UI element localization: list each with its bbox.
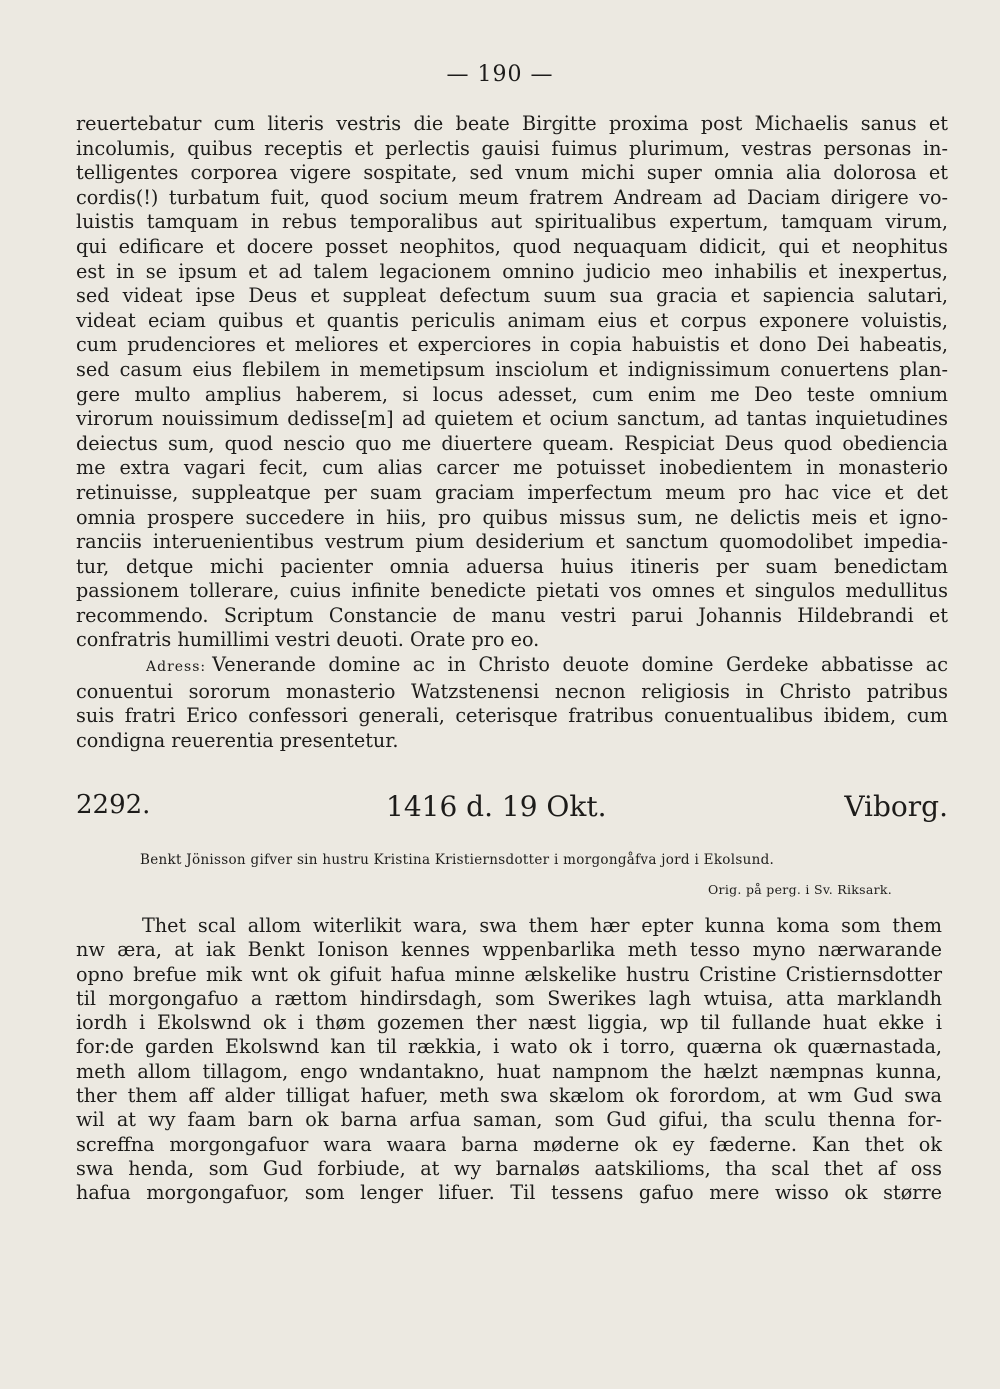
- charter-line: meth allom tillagom, engo wndantakno, huat nampnom the hælzt næmpnas kunna,: [76, 1059, 942, 1083]
- letter-line: reuertebatur cum literis vestris die beate Birgitte proxima post Michaelis sanus et: [76, 112, 948, 135]
- letter-line: tur, detque michi pacienter omnia aduersa huius itineris per suam benedictam: [76, 554, 948, 578]
- charter-line: swa henda, som Gud forbiude, at wy barnaløs aatskilioms, tha scal thet af oss: [76, 1156, 942, 1180]
- document-place: Viborg.: [844, 790, 948, 823]
- document-source: Orig. på perg. i Sv. Riksark.: [708, 882, 893, 897]
- page-number: — 190 —: [446, 62, 554, 87]
- letter-line: incolumis, quibus receptis et perlectis gauisi fuimus plurimum, vestras personas in-: [76, 136, 948, 160]
- letter-line: virorum nouissimum dedisse[m] ad quietem et ocium sanctum, ad tantas inquietudines: [76, 407, 948, 431]
- adress-text: Venerande domine ac in Christo deuote domine Gerdeke abbatisse ac: [212, 653, 948, 677]
- letter-text: [76, 112, 948, 753]
- charter-line: for:de garden Ekolswnd kan til rækkia, i wato ok i torro, quærna ok quærnastada,: [76, 1035, 942, 1059]
- letter-line: me extra vagari fecit, cum alias carcer me potuisset inobedientem in monasterio: [76, 456, 948, 480]
- adress-line: suis fratri Erico confessori generali, ceterisque fratribus conuentualibus ibidem, cum: [76, 704, 948, 728]
- letter-line: omnia prospere succedere in hiis, pro quibus missus sum, ne delictis meis et igno-: [76, 505, 948, 529]
- document-heading: [76, 790, 948, 834]
- charter-line: nw æra, at iak Benkt Ionison kennes wppenbarlika meth tesso myno nærwarande: [76, 938, 942, 962]
- document-number: 2292.: [76, 790, 151, 820]
- charter-line: iordh i Ekolswnd ok i thøm gozemen ther næst liggia, wp til fullande huat ekke i: [76, 1011, 942, 1035]
- adress-first-line: [76, 653, 948, 680]
- letter-line: passionem tollerare, cuius infinite benedicte pietati vos omnes et singulos medullitus: [76, 579, 948, 603]
- letter-line: est in se ipsum et ad talem legacionem omnino judicio meo inhabilis et inexpertus,: [76, 259, 948, 283]
- letter-line: videat eciam quibus et quantis periculis animam eius et corpus exponere voluistis,: [76, 308, 948, 332]
- letter-line: cum prudenciores et meliores et experciores in copia habuistis et dono Dei habeatis,: [76, 333, 948, 357]
- letter-line: sed casum eius flebilem in memetipsum insciolum et indignissimum conuertens plan-: [76, 357, 948, 381]
- letter-line: ranciis interuenientibus vestrum pium desiderium et sanctum quomodolibet impedia-: [76, 530, 948, 554]
- letter-line: retinuisse, suppleatque per suam graciam imperfectum meum pro hac vice et det: [76, 480, 948, 504]
- charter-line: screffna morgongafuor wara waara barna møderne ok ey fæderne. Kan thet ok: [76, 1132, 942, 1156]
- letter-line: telligentes corporea vigere sospitate, sed vnum michi super omnia alia dolorosa et: [76, 161, 948, 185]
- charter-line: ther them aff alder tilligat hafuer, meth swa skælom ok forordom, at wm Gud swa: [76, 1084, 942, 1108]
- adress-line: condigna reuerentia presentetur.: [76, 728, 399, 752]
- letter-line: gere multo amplius haberem, si locus adesset, cum enim me Deo teste omnium: [76, 382, 948, 406]
- charter-line: hafua morgongafuor, som lenger lifuer. Til tessens gafuo mere wisso ok større: [76, 1181, 942, 1205]
- letter-line: cordis(!) turbatum fuit, quod socium meum fratrem Andream ad Daciam dirigere vo-: [76, 185, 948, 209]
- charter-line: til morgongafuo a rættom hindirsdagh, som Swerikes lagh wtuisa, atta marklandh: [76, 986, 942, 1010]
- letter-line: qui edificare et docere posset neophitos, quod nequaquam didicit, qui et neophitus: [76, 234, 948, 258]
- adress-line: conuentui sororum monasterio Watzstenensi necnon religiosis in Christo patribus: [76, 679, 948, 703]
- letter-line: confratris humillimi vestri deuoti. Orate pro eo.: [76, 628, 540, 652]
- letter-line: sed videat ipse Deus et suppleat defectum suum sua gracia et sapiencia salutari,: [76, 284, 948, 308]
- charter-text: [76, 914, 942, 1206]
- charter-line: opno brefue mik wnt ok gifuit hafua minne ælskelike hustru Cristine Cristiernsdotter: [76, 962, 942, 986]
- letter-line: recommendo. Scriptum Constancie de manu vestri parui Johannis Hildebrandi et: [76, 603, 948, 627]
- charter-line: wil at wy faam barn ok barna arfua saman, som Gud gifui, tha sculu thenna for-: [76, 1108, 942, 1132]
- document-date: 1416 d. 19 Okt.: [386, 790, 607, 823]
- document-regest: Benkt Jönisson gifver sin hustru Kristina Kristiernsdotter i morgongåfva jord i Ekolsund.: [140, 852, 775, 868]
- letter-line: luistis tamquam in rebus temporalibus aut spiritualibus expertum, tamquam virum,: [76, 210, 948, 234]
- charter-line: Thet scal allom witerlikit wara, swa them hær epter kunna koma som them: [142, 914, 942, 937]
- letter-line: deiectus sum, quod nescio quo me diuertere queam. Respiciat Deus quod obediencia: [76, 431, 948, 455]
- adress-label: Adress:: [146, 659, 207, 676]
